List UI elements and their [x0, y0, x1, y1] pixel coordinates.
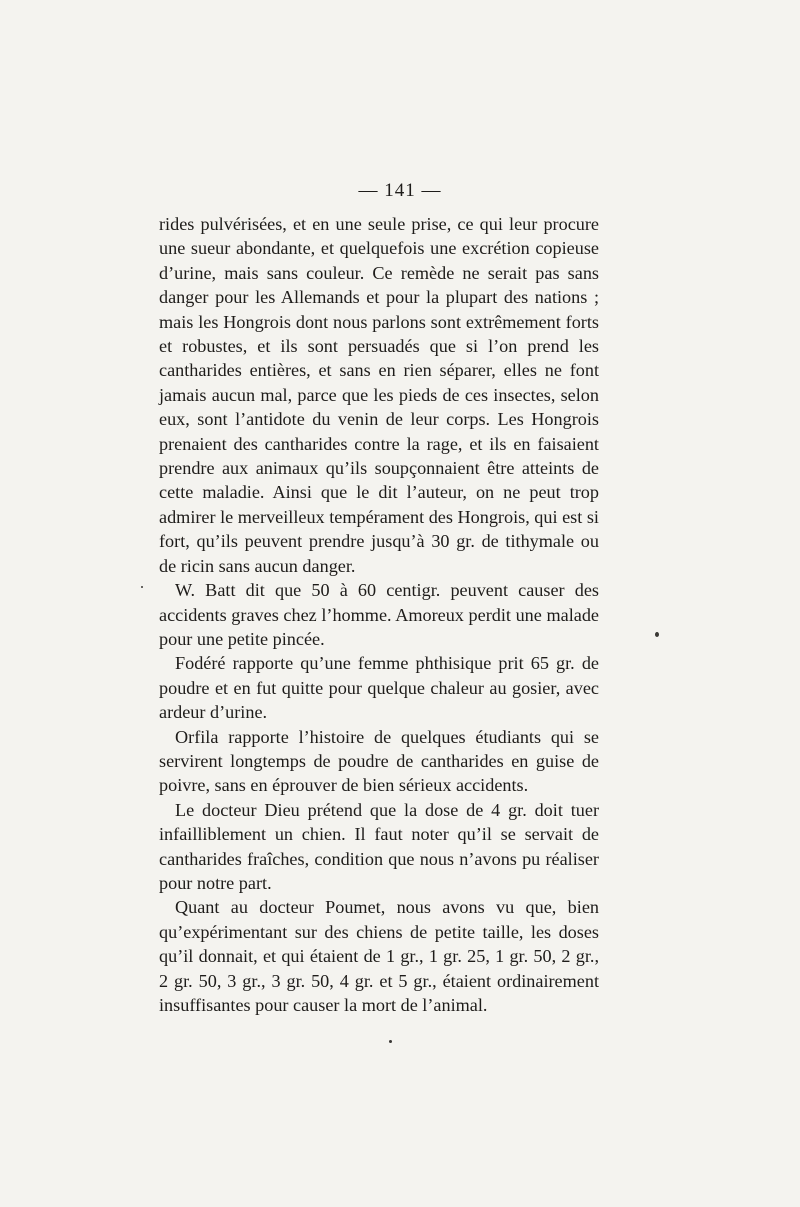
ink-speck — [141, 586, 143, 588]
ink-speck — [655, 632, 659, 637]
paragraph-orfila: Orfila rapporte l’histoire de quelques étudiants qui se servirent longtemps de poudre de cantharides en guise de poivre, sans en éprouver de bien sérieux accidents. — [159, 726, 599, 796]
paragraph-poumet: Quant au docteur Poumet, nous avons vu que, bien qu’expérimentant sur des chiens de petite taille, les doses qu’il donnait, et qui étaient de 1 gr., 1 gr. 25, 1 gr. 50, 2 gr., 2 gr. 50, 3 gr., 3 gr. 50, 4 gr. et 5 gr., étaient ordinairement insuffisantes pour causer la mort de l’animal. — [159, 897, 599, 1015]
ink-speck — [389, 1040, 392, 1043]
page-number: — 141 — — [358, 180, 442, 201]
paragraph-dieu: Le docteur Dieu prétend que la dose de 4 gr. doit tuer infailliblement un chien. Il faut noter qu’il se servait de cantharides fraîches, condition que nous n’avons pu réaliser pour notre part. — [159, 799, 599, 893]
paragraph-continued: rides pulvérisées, et en une seule prise, ce qui leur procure une sueur abondante, et quelquefois une excrétion copieuse d’urine, mais sans couleur. Ce remède ne serait pas sans danger pour les Allemands et pour la plupart des nations ; mais les Hongrois dont nous parlons sont extrêmement forts et robustes, et ils sont persuadés que si l’on prend les cantharides entières, et sans en rien séparer, elles ne font jamais aucun mal, parce que les pieds de ces insectes, selon eux, sont l’antidote du venin de leur corps. Les Hongrois prenaient des cantharides contre la rage, et ils en faisaient prendre aux animaux qu’ils soupçonnaient être atteints de cette maladie. Ainsi que le dit l’auteur, on ne peut trop admirer le merveilleux tempérament des Hongrois, qui est si fort, qu’ils peuvent prendre jusqu’à 30 gr. de tithymale ou de ricin sans aucun danger. — [159, 214, 599, 576]
paragraph-batt: W. Batt dit que 50 à 60 centigr. peuvent causer des accidents graves chez l’homme. Amoreux perdit une malade pour une petite pincée. — [159, 580, 599, 649]
paragraph-fodere: Fodéré rapporte qu’une femme phthisique prit 65 gr. de poudre et en fut quitte pour quelque chaleur au gosier, avec ardeur d’urine. — [159, 653, 599, 723]
body-text — [159, 212, 599, 1017]
